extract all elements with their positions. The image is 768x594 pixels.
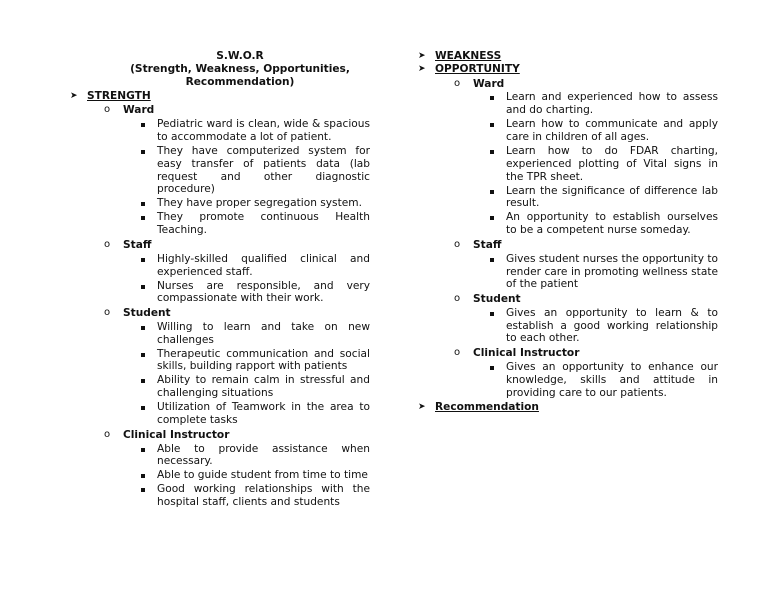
- list-item: [506, 253, 718, 291]
- list-item: [157, 443, 370, 469]
- square-bullet-icon: [141, 406, 145, 410]
- list-item-text: Willing to learn and take on new challenges: [157, 320, 370, 346]
- section-opportunity: [418, 63, 718, 76]
- square-bullet-icon: [141, 216, 145, 220]
- list-item-text: Learn how to do FDAR charting, experienced plotting of Vital signs in the TPR sheet.: [506, 144, 718, 183]
- subsection-clinical-instructor: [454, 347, 718, 360]
- document-title: [110, 50, 370, 90]
- list-item: [157, 145, 370, 196]
- list-item-text: Therapeutic communication and social skills, building rapport with patients: [157, 347, 370, 373]
- square-bullet-icon: [490, 366, 494, 370]
- list-item-text: They promote continuous Health Teaching.: [157, 211, 370, 237]
- square-bullet-icon: [490, 216, 494, 220]
- subsection-staff: [454, 239, 718, 252]
- subsection-clinical-instructor-label: Clinical Instructor: [123, 428, 230, 441]
- title-line-1: S.W.O.R: [216, 50, 264, 62]
- list-item: [157, 253, 370, 279]
- list-item: [157, 401, 370, 427]
- list-item-text: Learn how to communicate and apply care in children of all ages.: [506, 118, 718, 143]
- list-item-text: They have proper segregation system.: [157, 197, 362, 210]
- circle-bullet-icon: o: [104, 104, 111, 116]
- list-item-text: Gives an opportunity to enhance our knowledge, skills and attitude in providing care to our patients.: [506, 361, 718, 399]
- strength-staff-list: [70, 253, 370, 305]
- list-item: [157, 197, 370, 210]
- right-column: [418, 50, 718, 414]
- section-opportunity-label: OPPORTUNITY: [435, 62, 520, 75]
- list-item: [506, 307, 718, 345]
- list-item-text: Gives an opportunity to learn & to establish a good working relationship to each other.: [506, 306, 718, 345]
- circle-bullet-icon: o: [104, 238, 111, 250]
- subsection-student: [104, 307, 370, 320]
- strength-ward-list: [70, 118, 370, 237]
- subsection-staff: [104, 239, 370, 252]
- square-bullet-icon: [490, 96, 494, 100]
- list-item-text: Learn and experienced how to assess and do charting.: [506, 91, 718, 117]
- section-weakness: [418, 50, 718, 63]
- opportunity-ci-list: [418, 361, 718, 399]
- arrow-bullet-icon: ➤: [70, 90, 78, 101]
- square-bullet-icon: [141, 326, 145, 330]
- subsection-ward: [104, 104, 370, 117]
- section-recommendation-label: Recommendation: [435, 401, 539, 414]
- subsection-staff-label: Staff: [473, 238, 502, 251]
- square-bullet-icon: [490, 123, 494, 127]
- list-item: [506, 211, 718, 237]
- list-item: [157, 348, 370, 374]
- subsection-staff-label: Staff: [123, 238, 152, 251]
- opportunity-ward-list: [418, 91, 718, 237]
- section-weakness-label: WEAKNESS: [435, 50, 502, 62]
- list-item-text: Utilization of Teamwork in the area to complete tasks: [157, 401, 370, 427]
- square-bullet-icon: [141, 448, 145, 452]
- subsection-clinical-instructor-label: Clinical Instructor: [473, 347, 580, 360]
- circle-bullet-icon: o: [454, 347, 461, 359]
- list-item-text: They have computerized system for easy transfer of patients data (lab request and other diagnostic procedure): [157, 144, 370, 196]
- list-item: [157, 321, 370, 347]
- list-item-text: Able to guide student from time to time: [157, 469, 368, 482]
- list-item-text: Pediatric ward is clean, wide & spacious to accommodate a lot of patient.: [157, 118, 370, 143]
- list-item: [157, 118, 370, 144]
- left-column: [70, 50, 370, 510]
- square-bullet-icon: [141, 258, 145, 262]
- square-bullet-icon: [141, 123, 145, 127]
- list-item: [157, 280, 370, 306]
- circle-bullet-icon: o: [454, 293, 461, 305]
- list-item-text: Nurses are responsible, and very compassionate with their work.: [157, 279, 370, 305]
- circle-bullet-icon: o: [454, 77, 461, 89]
- subsection-student: [454, 293, 718, 306]
- circle-bullet-icon: o: [104, 428, 111, 440]
- square-bullet-icon: [141, 202, 145, 206]
- subsection-ward: [454, 78, 718, 91]
- section-strength: [70, 90, 370, 103]
- square-bullet-icon: [490, 150, 494, 154]
- list-item: [506, 91, 718, 117]
- list-item-text: Able to provide assistance when necessary.: [157, 442, 370, 468]
- square-bullet-icon: [141, 488, 145, 492]
- square-bullet-icon: [141, 353, 145, 357]
- square-bullet-icon: [141, 379, 145, 383]
- list-item-text: Ability to remain calm in stressful and challenging situations: [157, 374, 370, 400]
- arrow-bullet-icon: ➤: [418, 51, 426, 61]
- arrow-bullet-icon: ➤: [418, 402, 426, 413]
- section-strength-label: STRENGTH: [87, 89, 151, 102]
- list-item: [157, 469, 370, 482]
- subsection-student-label: Student: [123, 307, 171, 320]
- arrow-bullet-icon: ➤: [418, 63, 426, 74]
- subsection-ward-label: Ward: [123, 104, 155, 117]
- square-bullet-icon: [490, 258, 494, 262]
- list-item: [506, 361, 718, 399]
- opportunity-staff-list: [418, 253, 718, 291]
- subsection-clinical-instructor: [104, 429, 370, 442]
- list-item-text: An opportunity to establish ourselves to be a competent nurse someday.: [506, 211, 718, 237]
- list-item: [506, 185, 718, 211]
- list-item: [506, 145, 718, 183]
- strength-student-list: [70, 321, 370, 427]
- strength-ci-list: [70, 443, 370, 509]
- list-item: [157, 483, 370, 509]
- list-item-text: Highly-skilled qualified clinical and experienced staff.: [157, 252, 370, 278]
- title-line-2: (Strength, Weakness, Opportunities,: [130, 63, 350, 76]
- list-item: [157, 211, 370, 237]
- opportunity-student-list: [418, 307, 718, 345]
- square-bullet-icon: [490, 312, 494, 316]
- square-bullet-icon: [141, 285, 145, 289]
- square-bullet-icon: [141, 150, 145, 154]
- list-item-text: Learn the significance of difference lab result.: [506, 184, 718, 210]
- subsection-student-label: Student: [473, 293, 521, 306]
- square-bullet-icon: [490, 190, 494, 194]
- subsection-ward-label: Ward: [473, 77, 505, 90]
- circle-bullet-icon: o: [104, 307, 111, 319]
- list-item-text: Good working relationships with the hospital staff, clients and students: [157, 483, 370, 509]
- section-recommendation: [418, 401, 718, 414]
- circle-bullet-icon: o: [454, 238, 461, 250]
- list-item-text: Gives student nurses the opportunity to render care in promoting wellness state of the patient: [506, 252, 718, 291]
- list-item: [157, 374, 370, 400]
- list-item: [506, 118, 718, 144]
- square-bullet-icon: [141, 474, 145, 478]
- title-line-3: Recommendation): [185, 76, 295, 89]
